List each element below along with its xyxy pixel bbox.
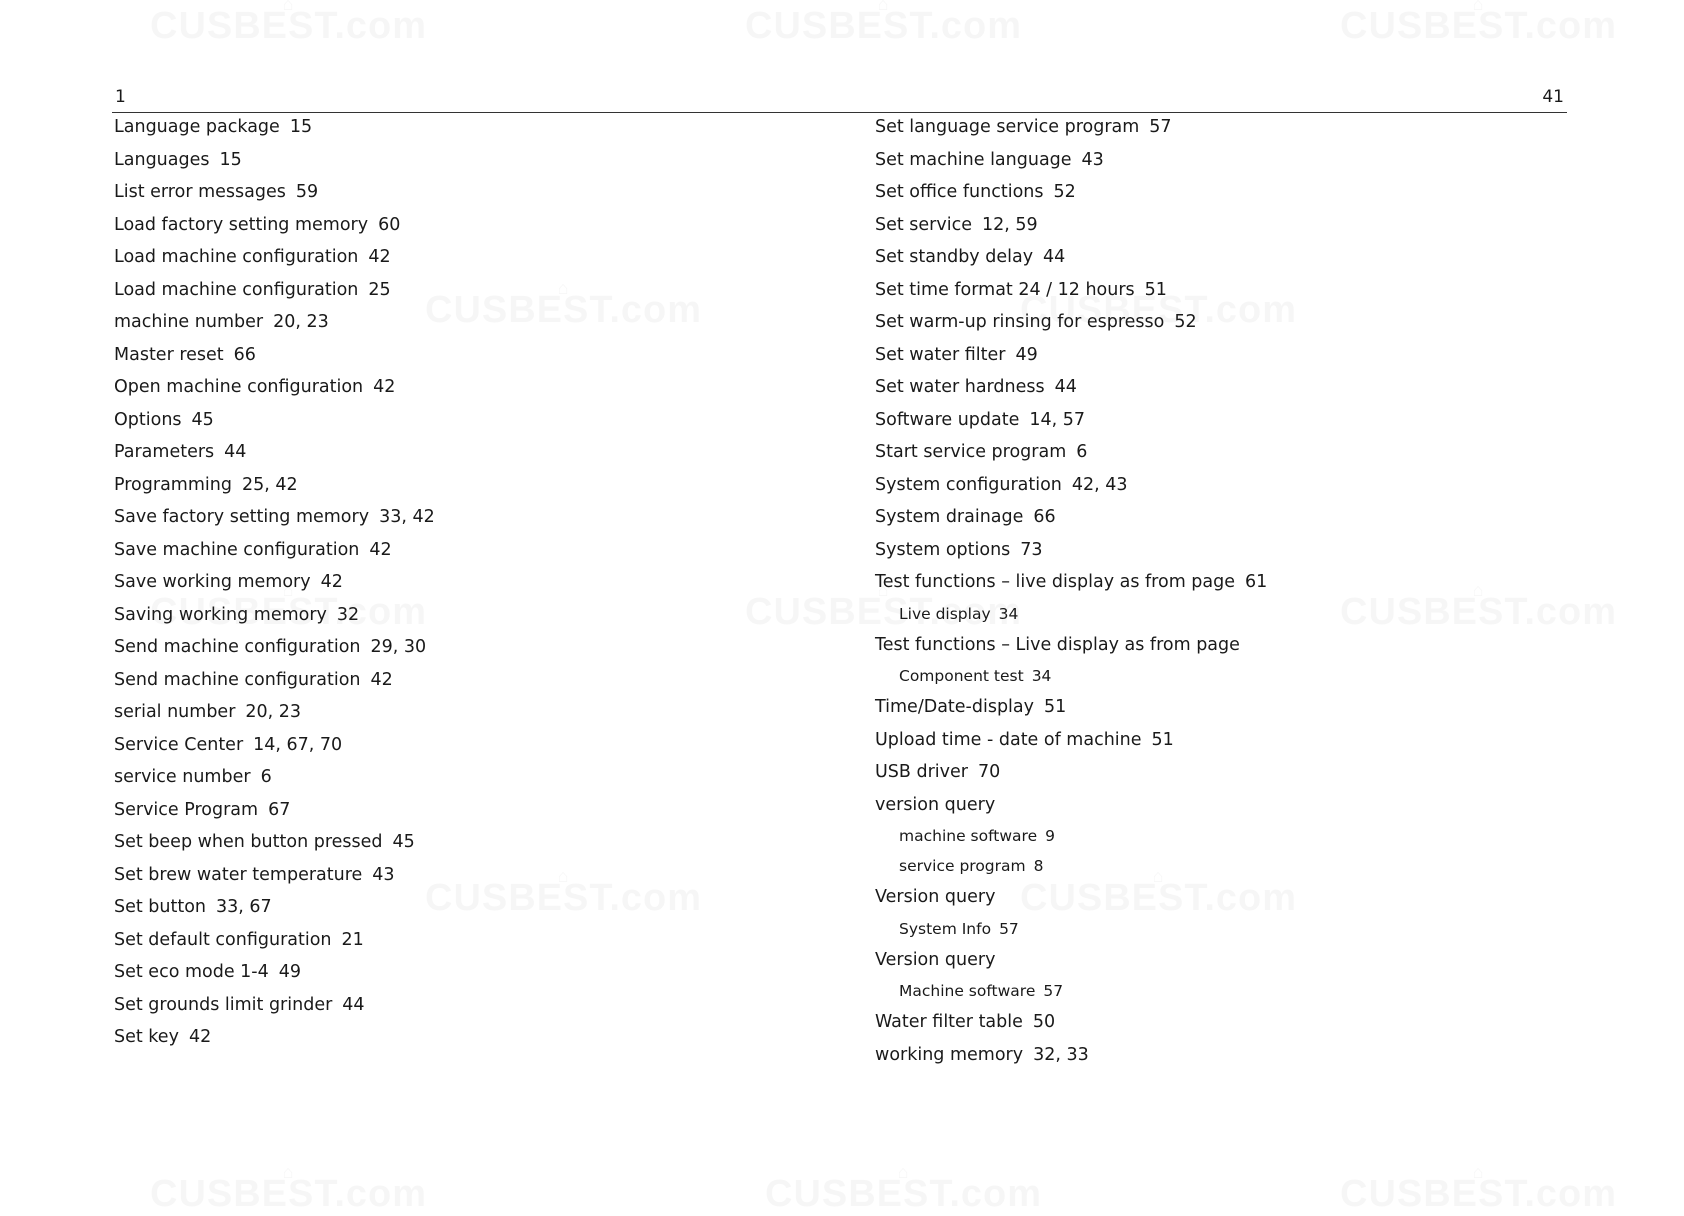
index-page-ref: 33, 42 (379, 507, 435, 527)
index-page-ref: 21 (341, 929, 364, 950)
index-entry (114, 829, 435, 862)
index-entry (875, 1042, 1267, 1075)
index-sub-entry (875, 917, 1267, 947)
index-page-ref: 25 (368, 279, 391, 300)
watermark (1340, 580, 1617, 634)
index-page-ref: 20, 23 (245, 702, 302, 722)
index-term: Languages (114, 149, 210, 170)
index-entry (114, 147, 435, 180)
index-entry (114, 212, 435, 245)
index-page-ref: 52 (1053, 182, 1076, 202)
index-term: Start service program (875, 442, 1067, 462)
index-term: Set warm-up rinsing for espresso (875, 312, 1165, 332)
index-term: USB driver (875, 762, 968, 782)
index-page-ref: 15 (289, 117, 313, 137)
index-page-ref: 45 (191, 409, 214, 430)
index-term: Set language service program (875, 117, 1140, 137)
index-term: serial number (114, 702, 236, 722)
index-page-ref: 44 (224, 442, 247, 462)
index-page-ref: 42 (370, 669, 393, 690)
index-term: Set default configuration (114, 929, 332, 950)
index-page-ref: 67 (268, 799, 291, 820)
index-term: Set eco mode 1-4 (114, 962, 269, 982)
index-entry (875, 342, 1267, 375)
index-term: List error messages (114, 182, 286, 202)
index-entry (114, 602, 435, 635)
index-term: Set key (114, 1027, 179, 1047)
index-sub-entry (875, 979, 1267, 1009)
index-term: Version query (875, 887, 996, 907)
index-entry (114, 114, 435, 147)
index-column-right (875, 114, 1267, 1074)
index-entry (114, 244, 435, 277)
index-entry (875, 727, 1267, 760)
index-page-ref: 42 (188, 1027, 212, 1047)
index-page-ref: 66 (1033, 507, 1056, 527)
index-column-left (114, 114, 435, 1057)
index-entry (875, 884, 1267, 917)
index-term: System drainage (875, 507, 1024, 527)
index-term: Set brew water temperature (114, 864, 363, 885)
page-number-left: 1 (115, 87, 126, 107)
index-page-ref: 14, 57 (1029, 409, 1086, 430)
index-term: Set button (114, 897, 207, 917)
index-term: Options (114, 409, 182, 430)
index-term: Set machine language (875, 149, 1072, 170)
index-page-ref: 9 (1045, 827, 1055, 845)
index-entry (114, 862, 435, 895)
watermark (150, 0, 427, 48)
watermark (150, 1162, 427, 1216)
index-page-ref: 29, 30 (370, 637, 427, 657)
index-page-ref: 44 (1043, 247, 1066, 267)
index-term: Language package (114, 117, 280, 137)
index-entry (114, 894, 435, 927)
index-entry (875, 537, 1267, 570)
index-term: service program (899, 857, 1026, 875)
index-entry (875, 569, 1267, 602)
index-term: working memory (875, 1044, 1024, 1065)
watermark (745, 0, 1022, 48)
index-page-ref: 44 (342, 994, 365, 1015)
index-term: Save working memory (114, 572, 311, 592)
index-term: Set standby delay (875, 247, 1034, 267)
index-page-ref: 59 (295, 182, 319, 202)
index-page-ref: 50 (1032, 1012, 1056, 1032)
index-term: System Info (899, 919, 992, 938)
index-page-ref: 51 (1144, 279, 1167, 300)
index-entry (875, 792, 1267, 825)
index-page-ref: 20, 23 (273, 312, 329, 332)
index-entry (114, 439, 435, 472)
index-entry (875, 1009, 1267, 1042)
index-sub-entry (875, 824, 1267, 854)
index-term: version query (875, 794, 996, 815)
index-entry (875, 309, 1267, 342)
index-entry (114, 179, 435, 212)
index-entry (875, 114, 1267, 147)
watermark (1340, 0, 1617, 48)
index-term: Set grounds limit grinder (114, 994, 333, 1015)
watermark (1340, 1162, 1617, 1216)
index-entry (114, 537, 435, 570)
index-term: Machine software (899, 982, 1036, 1000)
index-page-ref: 42 (320, 572, 343, 592)
index-sub-entry (875, 602, 1267, 632)
index-entry (875, 244, 1267, 277)
index-entry (114, 407, 435, 440)
index-entry (114, 797, 435, 830)
watermark (425, 866, 702, 920)
index-page-ref: 44 (1054, 377, 1077, 397)
index-entry (114, 764, 435, 797)
index-page-ref: 14, 67, 70 (253, 734, 343, 755)
index-page-ref: 42, 43 (1071, 474, 1128, 495)
index-sub-entry (875, 664, 1267, 694)
index-page-ref: 42 (369, 539, 392, 560)
index-entry (875, 947, 1267, 980)
index-page-ref: 70 (977, 762, 1001, 782)
index-page-ref: 34 (998, 604, 1019, 623)
index-term: Parameters (114, 442, 215, 462)
index-page-ref: 73 (1020, 539, 1043, 560)
index-term: Upload time - date of machine (875, 729, 1142, 750)
index-entry (114, 472, 435, 505)
index-page-ref: 57 (999, 919, 1019, 938)
index-term: Save machine configuration (114, 539, 360, 560)
index-term: Save factory setting memory (114, 507, 370, 527)
index-term: Load machine configuration (114, 247, 359, 267)
index-term: Component test (899, 667, 1024, 685)
page-header (112, 86, 1567, 113)
index-entry (114, 277, 435, 310)
index-term: Water filter table (875, 1012, 1023, 1032)
index-entry (114, 569, 435, 602)
index-entry (114, 992, 435, 1025)
index-page-ref: 57 (1149, 117, 1172, 137)
index-page-ref: 25, 42 (241, 474, 298, 495)
index-page-ref: 52 (1174, 312, 1197, 332)
index-page-ref: 12, 59 (982, 214, 1038, 235)
index-page-ref: 32 (336, 604, 360, 625)
index-entry (875, 179, 1267, 212)
index-term: Set water filter (875, 344, 1006, 365)
index-page-ref: 32, 33 (1033, 1044, 1089, 1065)
index-page-ref: 60 (378, 214, 401, 235)
index-term: Test functions – live display as from page (875, 572, 1236, 592)
index-entry (114, 699, 435, 732)
watermark (425, 278, 702, 332)
index-term: Version query (875, 949, 996, 970)
index-page-ref: 43 (372, 864, 395, 885)
watermark (765, 1162, 1042, 1216)
index-entry (875, 504, 1267, 537)
index-page-ref: 49 (1015, 344, 1038, 365)
index-entry (875, 277, 1267, 310)
index-page-ref: 8 (1033, 857, 1044, 875)
index-page-ref: 42 (368, 247, 391, 267)
index-entry (114, 634, 435, 667)
index-entry (875, 759, 1267, 792)
index-term: service number (114, 767, 251, 787)
index-page-ref: 34 (1031, 667, 1052, 685)
index-entry (875, 472, 1267, 505)
index-page-ref: 61 (1245, 572, 1268, 592)
index-page-ref: 57 (1043, 982, 1064, 1000)
index-page-ref: 45 (392, 832, 415, 852)
index-term: Open machine configuration (114, 377, 364, 397)
index-term: Set water hardness (875, 377, 1045, 397)
index-term: Live display (899, 604, 991, 623)
index-entry (875, 374, 1267, 407)
index-page-ref: 51 (1044, 697, 1067, 717)
index-term: System configuration (875, 474, 1062, 495)
index-page-ref: 49 (278, 962, 302, 982)
index-page-ref: 51 (1151, 729, 1174, 750)
index-term: Load machine configuration (114, 279, 359, 300)
index-entry (114, 732, 435, 765)
index-entry (875, 407, 1267, 440)
index-page-ref: 33, 67 (216, 897, 272, 917)
index-entry (114, 927, 435, 960)
index-term: Set time format 24 / 12 hours (875, 279, 1135, 300)
index-term: machine software (899, 827, 1038, 845)
index-term: Set beep when button pressed (114, 832, 383, 852)
index-page-ref: 15 (219, 149, 242, 170)
index-entry (114, 1024, 435, 1057)
index-entry (875, 694, 1267, 727)
index-term: Service Program (114, 799, 259, 820)
index-term: Saving working memory (114, 604, 327, 625)
index-page-ref: 66 (233, 344, 256, 365)
index-term: machine number (114, 312, 264, 332)
index-term: Set service (875, 214, 972, 235)
index-term: Test functions – Live display as from page (875, 634, 1240, 655)
index-term: Set office functions (875, 182, 1044, 202)
index-entry (875, 147, 1267, 180)
index-term: Master reset (114, 344, 224, 365)
index-entry (114, 667, 435, 700)
index-term: Service Center (114, 734, 244, 755)
index-entry (875, 632, 1267, 665)
index-entry (114, 959, 435, 992)
index-term: Send machine configuration (114, 637, 361, 657)
index-term: Load factory setting memory (114, 214, 369, 235)
index-entry (875, 439, 1267, 472)
index-term: Send machine configuration (114, 669, 361, 690)
index-page-ref: 6 (260, 767, 272, 787)
index-page-ref: 6 (1076, 442, 1088, 462)
page-number-right: 41 (1542, 87, 1564, 107)
index-sub-entry (875, 854, 1267, 884)
index-term: System options (875, 539, 1011, 560)
index-page-ref: 42 (373, 377, 396, 397)
index-entry (875, 212, 1267, 245)
index-entry (114, 342, 435, 375)
index-page-ref: 43 (1081, 149, 1104, 170)
index-entry (114, 374, 435, 407)
index-term: Time/Date-display (875, 697, 1035, 717)
index-entry (114, 309, 435, 342)
index-term: Programming (114, 474, 232, 495)
index-entry (114, 504, 435, 537)
index-term: Software update (875, 409, 1020, 430)
